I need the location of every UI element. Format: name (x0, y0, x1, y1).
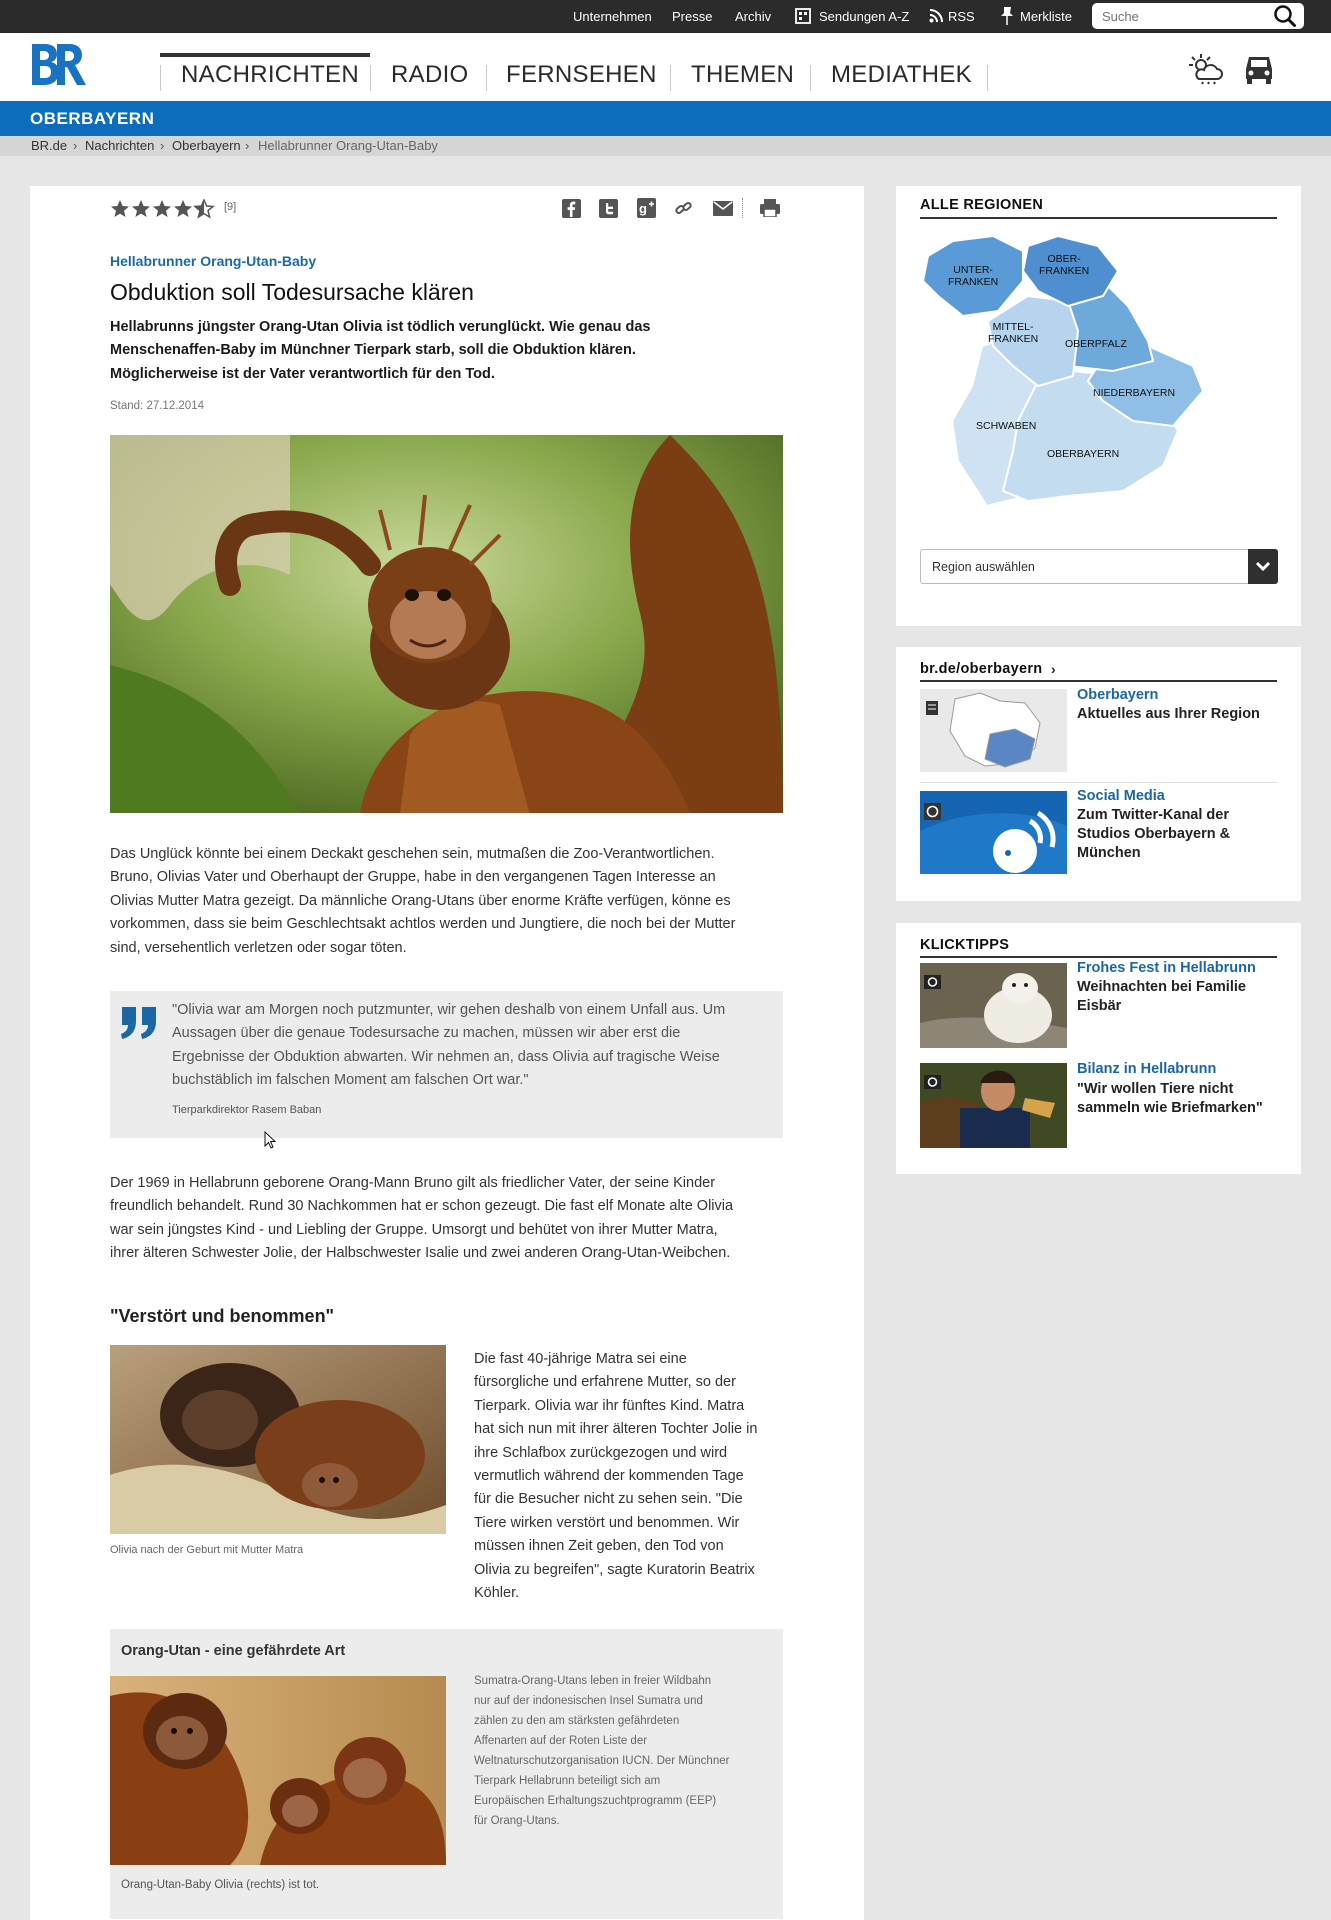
chevron-down-icon[interactable] (1248, 549, 1278, 584)
nav-radio[interactable]: RADIO (391, 61, 469, 88)
breadcrumb-nachrichten[interactable]: Nachrichten (85, 138, 155, 153)
klicktipp-title-line: Eisbär (1077, 998, 1122, 1014)
topbar-link-rss[interactable]: RSS (948, 9, 975, 24)
breadcrumb (0, 136, 1331, 156)
nav-separator (987, 65, 988, 91)
heading-rule (920, 217, 1277, 219)
quote-source: Tierparkdirektor Rasem Baban (172, 1104, 322, 1116)
paragraph-line: vorkommen, dass sie beim Geschlechtsakt achtlos werden und Jungtiere, die noch bei der Mutter (110, 916, 736, 933)
article-date: Stand: 27.12.2014 (110, 400, 204, 412)
teaser-title-line: München (1077, 845, 1141, 861)
paragraph-line: vermutlich während der kommenden Tage (474, 1468, 744, 1485)
paragraph-line: fürsorgliche und erfahrene Mutter, so der (474, 1374, 736, 1391)
klicktipp-kicker[interactable]: Bilanz in Hellabrunn (1077, 1061, 1217, 1077)
br-logo[interactable] (29, 42, 87, 90)
quote-line: buchstäblich im falschen Moment am falschen Ort war." (172, 1072, 529, 1089)
breadcrumb-separator: › (245, 138, 250, 153)
nav-themen[interactable]: THEMEN (691, 61, 795, 88)
paragraph-line: Köhler. (474, 1585, 520, 1602)
teaser-kicker[interactable]: Social Media (1077, 788, 1165, 804)
info-line: für Orang-Utans. (474, 1815, 560, 1827)
nav-separator (810, 65, 811, 91)
region-select-value: Region auswählen (932, 560, 1035, 574)
googleplus-icon[interactable] (637, 198, 656, 218)
map-label-unterfranken: UNTER- FRANKEN (948, 264, 999, 288)
email-icon[interactable] (713, 201, 733, 216)
region-select[interactable] (920, 549, 1278, 584)
info-line: zählen zu den am stärksten gefährdeten (474, 1715, 680, 1727)
teaser-title-line: Studios Oberbayern & (1077, 826, 1231, 842)
map-label-oberbayern: OBERBAYERN (1047, 448, 1120, 460)
breadcrumb-oberbayern[interactable]: Oberbayern (172, 138, 241, 153)
tv-schedule-icon (795, 8, 811, 24)
nav-separator (370, 65, 371, 91)
paragraph-line: Tierpark. Olivia war ihr fünftes Kind. Matra (474, 1397, 745, 1414)
quote-mark-icon (118, 1003, 162, 1043)
nav-fernsehen[interactable]: FERNSEHEN (506, 61, 657, 88)
region-bar (0, 101, 1331, 136)
traffic-icon[interactable] (1244, 53, 1274, 85)
region-title: OBERBAYERN (30, 109, 155, 128)
paragraph-line: sind, versehentlich verletzen oder sogar töten. (110, 939, 407, 956)
teaser-title[interactable] (1077, 806, 1230, 863)
nav-mediathek[interactable]: MEDIATHEK (831, 61, 972, 88)
info-line: Tierpark Hellabrunn beteiligt sich am (474, 1775, 661, 1787)
paragraph-line: hat sich nun mit ihrer älteren Tochter Jolie in (474, 1421, 758, 1438)
paragraph-line: war sein jüngstes Kind - und Liebling der Gruppe. Umsorgt und behütet von ihrer Mutter Matra, (110, 1221, 718, 1238)
regions-heading: ALLE REGIONEN (920, 197, 1044, 213)
teaser-kicker[interactable]: Oberbayern (1077, 687, 1159, 703)
klicktipps-heading: KLICKTIPPS (920, 937, 1010, 953)
pin-icon (999, 6, 1015, 26)
search-box (1092, 3, 1304, 29)
thumbnail-zoo-director[interactable] (920, 1063, 1067, 1148)
breadcrumb-br[interactable]: BR.de (31, 138, 68, 153)
heading-rule (920, 956, 1277, 958)
topbar-link-unternehmen[interactable]: Unternehmen (573, 9, 652, 24)
article-paragraph-1 (110, 843, 735, 960)
weather-icon[interactable] (1187, 53, 1223, 85)
lead-line: Hellabrunns jüngster Orang-Utan Olivia ist tödlich verunglückt. Wie genau das (110, 319, 651, 335)
br-oberbayern-card (896, 647, 1301, 901)
search-icon[interactable] (1273, 4, 1297, 28)
thumbnail-polar-bear[interactable] (920, 963, 1067, 1048)
article-paragraph-3 (474, 1348, 757, 1605)
topbar-link-presse[interactable]: Presse (672, 9, 713, 24)
info-line: Sumatra-Orang-Utans leben in freier Wildbahn (474, 1675, 712, 1687)
nav-separator (160, 65, 161, 91)
paragraph-line: freundlich behandelt. Rund 30 Nachkommen hat er schon gezeugt. Die fast elf Monate alte Olivia (110, 1198, 734, 1215)
twitter-icon[interactable] (599, 199, 618, 218)
print-icon[interactable] (760, 199, 780, 217)
quote-line: "Olivia war am Morgen noch putzmunter, wir gehen deshalb von einem Unfall aus. Um (172, 1002, 726, 1018)
topbar-link-archiv[interactable]: Archiv (735, 9, 772, 24)
breadcrumb-separator: › (160, 138, 165, 153)
map-label-oberfranken: OBER- FRANKEN (1039, 253, 1090, 277)
teaser-title[interactable] (1077, 705, 1260, 724)
klicktipp-title-line: Weihnachten bei Familie (1077, 979, 1246, 995)
info-line: nur auf der indonesischen Insel Sumatra und (474, 1695, 703, 1707)
article-kicker[interactable]: Hellabrunner Orang-Utan-Baby (110, 253, 317, 269)
quote-box (110, 991, 783, 1138)
paragraph-line: Bruno, Olivias Vater und Oberhaupt der Gruppe, habe in den vergangenen Tagen Interesse an (110, 869, 716, 886)
info-line: Europäischen Erhaltungszuchtprogramm (EEP) (474, 1795, 717, 1807)
map-label-schwaben: SCHWABEN (976, 420, 1037, 432)
article-lead (110, 316, 651, 386)
info-box (110, 1629, 783, 1919)
paragraph-line: Das Unglück könnte bei einem Deckakt geschehen sein, mutmaßen die Zoo-Verantwortlichen. (110, 846, 715, 862)
paragraph-line: ihre Schlafbox zurückgezogen und wird (474, 1444, 728, 1461)
chevron-right-icon: › (1051, 661, 1056, 677)
bavaria-region-map[interactable] (918, 231, 1208, 521)
hero-image-orangutan-baby[interactable] (110, 435, 783, 813)
article-subheading: "Verstört und benommen" (110, 1306, 335, 1326)
klicktipp-kicker[interactable]: Frohes Fest in Hellabrunn (1077, 960, 1256, 976)
main-header (0, 33, 1331, 101)
info-box-text (474, 1671, 729, 1831)
quote-line: Aussagen über die genaue Todesursache zu machen, müssen wir aber erst die (172, 1025, 681, 1042)
klicktipp-title-line: sammeln wie Briefmarken" (1077, 1100, 1263, 1116)
regions-card (896, 186, 1301, 626)
share-separator (742, 198, 744, 218)
map-label-niederbayern: NIEDERBAYERN (1093, 387, 1176, 399)
search-input[interactable] (1102, 7, 1262, 25)
paragraph-line: ihrer älteren Schwester Jolie, der Halbschwester Isalie und zwei anderen Orang-Utan-Weibchen. (110, 1245, 731, 1262)
heading-rule (920, 680, 1277, 682)
topbar-link-sendungen[interactable]: Sendungen A-Z (819, 9, 910, 24)
divider (920, 782, 1277, 783)
klicktipp-title[interactable] (1077, 1080, 1263, 1118)
klicktipps-card (896, 923, 1301, 1174)
article-title: Obduktion soll Todesursache klären (110, 279, 474, 305)
thumbnail-twitter[interactable] (920, 791, 1067, 874)
teaser-title-line: Zum Twitter-Kanal der (1077, 807, 1229, 823)
breadcrumb-separator: › (73, 138, 78, 153)
lead-line: Möglicherweise ist der Vater verantwortlich für den Tod. (110, 365, 495, 382)
rating-stars[interactable] (110, 199, 220, 219)
info-line: Weltnaturschutzorganisation IUCN. Der Münchner (474, 1755, 730, 1767)
paragraph-line: für die Besucher nicht zu sehen sein. "Die (474, 1491, 743, 1508)
mouse-cursor (264, 1131, 276, 1149)
article-paragraph-2 (110, 1172, 733, 1266)
klicktipp-title-line: "Wir wollen Tiere nicht (1077, 1081, 1234, 1097)
paragraph-line: müssen ihnen Zeit geben, den Tod von (474, 1538, 724, 1555)
paragraph-line: Tiere wirken verstört und benommen. Wir (474, 1514, 740, 1531)
rating-count: [9] (224, 201, 237, 213)
top-bar (0, 0, 1331, 33)
teaser-title-line: Aktuelles aus Ihrer Region (1077, 706, 1260, 722)
klicktipp-title[interactable] (1077, 978, 1246, 1016)
nav-separator (670, 65, 671, 91)
rss-icon (929, 9, 943, 23)
article-card (30, 186, 864, 1920)
image-caption-2: Orang-Utan-Baby Olivia (rechts) ist tot. (121, 1879, 320, 1891)
paragraph-line: Der 1969 in Hellabrunn geborene Orang-Mann Bruno gilt als friedlicher Vater, der seine Kinder (110, 1175, 716, 1191)
map-label-oberpfalz: OBERPFALZ (1065, 338, 1127, 350)
info-line: Affenarten auf der Roten Liste der (474, 1735, 648, 1747)
br-oberbayern-heading[interactable]: br.de/oberbayern (920, 661, 1043, 677)
svg-text:g: g (639, 201, 647, 216)
breadcrumb-current: Hellabrunner Orang-Utan-Baby (258, 138, 438, 153)
thumbnail-region-map[interactable] (920, 689, 1067, 772)
nav-separator (486, 65, 487, 91)
lead-line: Menschenaffen-Baby im Münchner Tierpark starb, soll die Obduktion klären. (110, 342, 636, 359)
facebook-icon[interactable] (562, 199, 581, 218)
active-nav-indicator (160, 53, 370, 57)
quote-line: Ergebnisse der Obduktion abwarten. Wir nehmen an, dass Olivia auf tragische Weise (172, 1048, 720, 1065)
paragraph-line: Olivia zu begreifen", sagte Kuratorin Beatrix (474, 1561, 755, 1578)
image-olivia-with-mother[interactable] (110, 1345, 446, 1534)
topbar-link-merkliste[interactable]: Merkliste (1020, 9, 1073, 24)
paragraph-line: Die fast 40-jährige Matra sei eine (474, 1351, 687, 1367)
link-icon[interactable] (674, 199, 694, 218)
image-orangutans-endangered[interactable] (110, 1676, 446, 1865)
map-label-mittelfranken: MITTEL- FRANKEN (988, 321, 1039, 345)
quote-text (172, 999, 725, 1093)
image-caption-1: Olivia nach der Geburt mit Mutter Matra (110, 1544, 304, 1556)
nav-nachrichten[interactable]: NACHRICHTEN (181, 61, 359, 88)
paragraph-line: Olivias Mutter Matra gezeigt. Da männliche Orang-Utans über enorme Kräfte verfügen, könne es (110, 892, 731, 909)
info-box-title: Orang-Utan - eine gefährdete Art (121, 1643, 346, 1659)
